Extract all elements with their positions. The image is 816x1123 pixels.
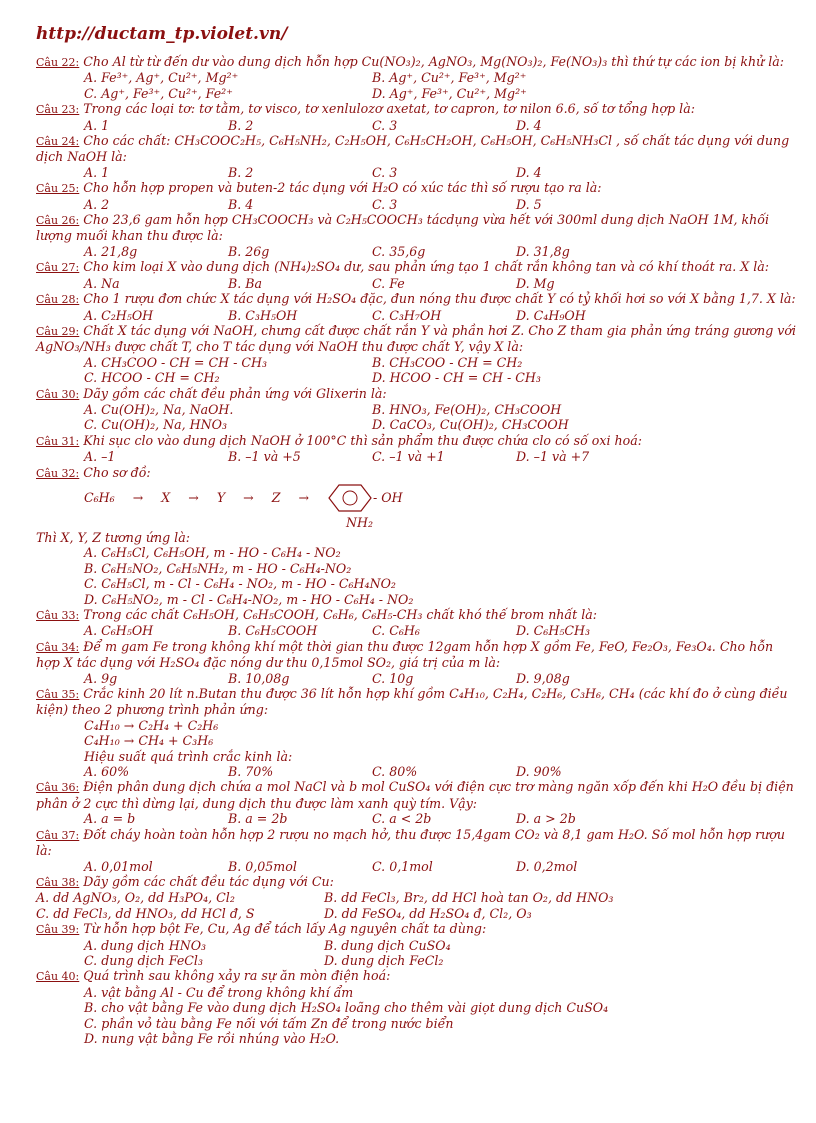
option-b: B. C₃H₅OH xyxy=(228,307,298,323)
option-a: A. 0,01mol xyxy=(84,858,153,874)
source-url[interactable]: http://ductam_tp.violet.vn/ xyxy=(36,24,288,44)
option-d: D. dd FeSO₄, dd H₂SO₄ đ, Cl₂, O₃ xyxy=(324,905,532,921)
arrow-icon: → xyxy=(188,490,199,506)
options xyxy=(36,402,796,433)
option-c: C. 3 xyxy=(372,117,398,133)
question-text: Cho Al từ từ đến dư vào dung dịch hỗn hợp Cu(NO₃)₂, AgNO₃, Mg(NO₃)₂, Fe(NO₃)₃ thì thứ tự các ion bị khử là: xyxy=(83,54,784,69)
option-b: B. cho vật bằng Fe vào dung dịch H₂SO₄ loãng cho thêm vài giọt dung dịch CuSO₄ xyxy=(84,1000,609,1016)
question-22 xyxy=(36,54,796,70)
option-b: B. C₆H₅NO₂, C₆H₅NH₂, m - HO - C₆H₄-NO₂ xyxy=(84,560,352,576)
option-c: C. C₆H₆ xyxy=(372,623,420,639)
exam-page xyxy=(36,24,796,1046)
question-text: Điện phân dung dịch chứa a mol NaCl và b mol CuSO₄ với điện cực trơ màng ngăn xốp đến khi H₂O đều bị điện phân ở 2 cực thì dừng lại, dung dịch thu được làm xanh quỳ tím. Vậy: xyxy=(36,779,794,811)
question-33 xyxy=(36,607,796,623)
question-text: Dãy gồm các chất đều tác dụng với Cu: xyxy=(83,873,334,889)
question-number: Câu 25: xyxy=(36,182,80,196)
question-number: Câu 23: xyxy=(36,103,80,117)
option-a: A. Fe³⁺, Ag⁺, Cu²⁺, Mg²⁺ xyxy=(84,70,239,86)
question-number: Câu 34: xyxy=(36,640,80,654)
question-28 xyxy=(36,291,796,307)
option-b: B. dd FeCl₃, Br₂, dd HCl hoà tan O₂, dd HNO₃ xyxy=(324,890,614,906)
question-number: Câu 31: xyxy=(36,434,80,448)
question-number: Câu 35: xyxy=(36,688,80,702)
option-d: D. a > 2b xyxy=(516,811,576,827)
option-c: C. Cu(OH)₂, Na, HNO₃ xyxy=(84,417,228,433)
options xyxy=(36,308,796,323)
options xyxy=(36,938,796,969)
option-b: B. 26g xyxy=(228,243,270,259)
question-number: Câu 27: xyxy=(36,261,80,275)
option-a: A. C₆H₅OH xyxy=(84,623,154,639)
scheme-x: X xyxy=(161,490,171,506)
question-text: Trong các chất C₆H₅OH, C₆H₅COOH, C₆H₆, C₆H₅-CH₃ chất khó thế brom nhất là: xyxy=(83,607,597,622)
option-a: A. –1 xyxy=(84,449,116,465)
question-number: Câu 26: xyxy=(36,214,80,228)
options xyxy=(36,764,796,779)
question-text: Quá trình sau không xảy ra sự ăn mòn điện hoá: xyxy=(83,968,391,984)
question-29 xyxy=(36,323,796,355)
equation-2: C₄H₁₀ → CH₄ + C₃H₆ xyxy=(84,733,214,749)
options xyxy=(36,890,796,921)
option-b: B. 10,08g xyxy=(228,670,290,686)
option-d: D. C₆H₅CH₃ xyxy=(516,623,591,639)
option-b: B. dung dịch CuSO₄ xyxy=(324,937,451,953)
option-c: C. Fe xyxy=(372,275,405,291)
option-c: C. 3 xyxy=(372,164,398,180)
question-number: Câu 28: xyxy=(36,293,80,307)
option-d: D. 90% xyxy=(516,764,562,780)
options xyxy=(36,244,796,259)
option-d: D. HCOO - CH = CH - CH₃ xyxy=(372,370,541,386)
question-number: Câu 32: xyxy=(36,466,80,480)
arrow-icon: → xyxy=(132,490,144,506)
option-c: C. C₆H₅Cl, m - Cl - C₆H₄ - NO₂, m - HO - C₆H₄NO₂ xyxy=(84,576,396,592)
option-c: C. –1 và +1 xyxy=(372,449,445,465)
question-39 xyxy=(36,921,796,937)
question-38 xyxy=(36,874,796,890)
question-25 xyxy=(36,180,796,196)
option-b: B. Ag⁺, Cu²⁺, Fe³⁺, Mg²⁺ xyxy=(372,70,527,86)
question-text: Crắc kinh 20 lít n.Butan thu được 36 lít hỗn hợp khí gồm C₄H₁₀, C₂H₄, C₂H₆, C₃H₆, CH₄ (các khí đo ở cùng điều kiện) theo 2 phương trình phản ứng: xyxy=(36,686,788,718)
question-32-ask: Thì X, Y, Z tương ứng là: xyxy=(36,529,190,545)
option-c: C. 0,1mol xyxy=(372,858,433,874)
option-a: A. Na xyxy=(84,275,120,291)
options xyxy=(36,985,796,1047)
option-a: A. C₆H₅Cl, C₆H₅OH, m - HO - C₆H₄ - NO₂ xyxy=(84,545,341,561)
option-b: B. 2 xyxy=(228,117,254,133)
question-37 xyxy=(36,827,796,859)
options xyxy=(36,118,796,133)
option-a: A. 21,8g xyxy=(84,243,138,259)
option-c: C. 3 xyxy=(372,196,398,212)
option-d: D. CaCO₃, Cu(OH)₂, CH₃COOH xyxy=(372,417,569,433)
question-number: Câu 22: xyxy=(36,56,80,69)
question-number: Câu 24: xyxy=(36,135,80,149)
option-a: A. vật bằng Al - Cu để trong không khí ẩm xyxy=(84,984,354,1000)
question-number: Câu 36: xyxy=(36,781,80,795)
question-31 xyxy=(36,433,796,449)
reaction-scheme xyxy=(36,481,796,515)
options xyxy=(36,623,796,638)
option-a: A. 1 xyxy=(84,117,110,133)
option-a: A. 2 xyxy=(84,196,110,212)
option-d: D. C₄H₉OH xyxy=(516,307,586,323)
option-a: A. a = b xyxy=(84,811,136,827)
question-35-ask: Hiệu suất quá trình crắc kinh là: xyxy=(84,748,293,764)
question-number: Câu 39: xyxy=(36,923,80,937)
option-d: D. Ag⁺, Fe³⁺, Cu²⁺, Mg²⁺ xyxy=(372,85,527,101)
question-34 xyxy=(36,639,796,671)
option-a: A. Cu(OH)₂, Na, NaOH. xyxy=(84,401,234,417)
question-number: Câu 37: xyxy=(36,828,80,842)
option-b: B. 70% xyxy=(228,764,274,780)
option-c: C. 80% xyxy=(372,764,418,780)
option-b: B. 0,05mol xyxy=(228,858,297,874)
option-c: C. phần vỏ tàu bằng Fe nối với tấm Zn để trong nước biển xyxy=(84,1015,454,1031)
options xyxy=(36,276,796,291)
scheme-start: C₆H₆ xyxy=(84,490,115,506)
question-32 xyxy=(36,465,796,481)
option-c: C. C₃H₇OH xyxy=(372,307,442,323)
option-c: C. 35,6g xyxy=(372,243,426,259)
option-c: C. Ag⁺, Fe³⁺, Cu²⁺, Fe²⁺ xyxy=(84,85,233,101)
options xyxy=(36,165,796,180)
option-a: A. C₂H₅OH xyxy=(84,307,154,323)
options xyxy=(36,811,796,826)
option-c: C. a < 2b xyxy=(372,811,432,827)
question-36 xyxy=(36,779,796,811)
option-a: A. 1 xyxy=(84,164,110,180)
question-text: Khi sục clo vào dung dịch NaOH ở 100°C thì sản phẩm thu được chứa clo có số oxi hoá: xyxy=(83,432,642,448)
question-text: Để m gam Fe trong không khí một thời gian thu được 12gam hỗn hợp X gồm Fe, FeO, Fe₂O₃, Fe₃O₄. Cho hỗn hợp X tác dụng với H₂SO₄ đặc nóng dư thu 0,15mol SO₂, giá trị của m là: xyxy=(36,638,774,671)
question-30 xyxy=(36,386,796,402)
scheme-y: Y xyxy=(216,490,226,506)
option-c: C. dung dịch FeCl₃ xyxy=(84,952,204,968)
question-text: Cho 1 rượu đơn chức X tác dụng với H₂SO₄ đặc, đun nóng thu được chất Y có tỷ khối hơi so với X bằng 1,7. X là: xyxy=(83,291,796,307)
option-c: C. dd FeCl₃, dd HNO₃, dd HCl đ, S xyxy=(36,905,255,921)
option-d: D. 0,2mol xyxy=(516,858,578,874)
question-text: Cho các chất: CH₃COOC₂H₅, C₆H₅NH₂, C₂H₅OH, C₆H₅CH₂OH, C₆H₅OH, C₆H₅NH₃Cl , số chất tác dụng với dung dịch NaOH là: xyxy=(36,133,790,165)
equation-1: C₄H₁₀ → C₂H₄ + C₂H₆ xyxy=(84,717,219,733)
options xyxy=(36,70,796,101)
question-40 xyxy=(36,968,796,984)
option-b: B. 2 xyxy=(228,164,254,180)
option-a: A. 60% xyxy=(84,764,130,780)
question-text: Cho sơ đồ: xyxy=(83,464,151,480)
option-a: A. 9g xyxy=(84,670,118,686)
options xyxy=(36,859,796,874)
question-number: Câu 40: xyxy=(36,970,80,984)
option-b: B. a = 2b xyxy=(228,811,288,827)
option-b: B. –1 và +5 xyxy=(228,449,301,465)
option-c: C. 10g xyxy=(372,670,414,686)
question-text: Cho 23,6 gam hỗn hợp CH₃COOCH₃ và C₂H₅COOCH₃ tácdụng vừa hết với 300ml dung dịch NaOH 1M, khối lượng muối khan thu được là: xyxy=(36,212,769,244)
option-d: D. 4 xyxy=(516,164,542,180)
question-text: Dãy gồm các chất đều phản ứng với Glixerin là: xyxy=(83,385,387,401)
option-d: D. 4 xyxy=(516,117,542,133)
option-a: A. dd AgNO₃, O₂, dd H₃PO₄, Cl₂ xyxy=(36,890,235,906)
question-23 xyxy=(36,101,796,117)
options xyxy=(36,355,796,386)
arrow-icon: → xyxy=(243,490,254,506)
option-d: D. Mg xyxy=(516,275,555,291)
scheme-tail: - OH xyxy=(373,490,403,506)
question-number: Câu 30: xyxy=(36,387,80,401)
question-27 xyxy=(36,259,796,275)
question-number: Câu 29: xyxy=(36,324,80,338)
question-text: Đốt cháy hoàn toàn hỗn hợp 2 rượu no mạch hở, thu được 15,4gam CO₂ và 8,1 gam H₂O. Số mol hỗn hợp rượu là: xyxy=(36,826,785,859)
option-d: D. 9,08g xyxy=(516,670,570,686)
question-number: Câu 33: xyxy=(36,609,80,622)
option-b: B. HNO₃, Fe(OH)₂, CH₃COOH xyxy=(372,401,562,417)
option-d: D. 31,8g xyxy=(516,243,570,259)
question-35 xyxy=(36,686,796,718)
options xyxy=(36,197,796,212)
question-text: Cho hỗn hợp propen và buten-2 tác dụng với H₂O có xúc tác thì số rượu tạo ra là: xyxy=(83,180,602,196)
option-d: D. nung vật bằng Fe rồi nhúng vào H₂O. xyxy=(84,1030,340,1046)
option-b: B. Ba xyxy=(228,275,263,291)
option-d: D. C₆H₅NO₂, m - Cl - C₆H₄-NO₂, m - HO - C₆H₄ - NO₂ xyxy=(84,591,414,607)
option-b: B. CH₃COO - CH = CH₂ xyxy=(372,354,523,370)
option-b: B. 4 xyxy=(228,196,254,212)
question-text: Trong các loại tơ: tơ tằm, tơ visco, tơ xenlulozơ axetat, tơ capron, tơ nilon 6.6, số tơ tổng hợp là: xyxy=(83,101,695,117)
option-d: D. 5 xyxy=(516,196,542,212)
arrow-icon: → xyxy=(298,490,310,506)
options xyxy=(36,671,796,686)
options xyxy=(36,449,796,464)
question-26 xyxy=(36,212,796,244)
option-b: B. C₆H₅COOH xyxy=(228,623,318,639)
option-a: A. dung dịch HNO₃ xyxy=(84,937,207,953)
option-c: C. HCOO - CH = CH₂ xyxy=(84,370,220,386)
ring-substituent: NH₂ xyxy=(346,514,374,530)
question-24 xyxy=(36,133,796,165)
scheme-z: Z xyxy=(271,490,281,506)
question-text: Cho kim loại X vào dung dịch (NH₄)₂SO₄ dư, sau phản ứng tạo 1 chất rắn không tan và có khí thoát ra. X là: xyxy=(83,259,769,275)
option-a: A. CH₃COO - CH = CH - CH₃ xyxy=(84,354,268,370)
option-d: D. –1 và +7 xyxy=(516,449,590,465)
question-text: Chất X tác dụng với NaOH, chưng cất được chất rắn Y và phần hơi Z. Cho Z tham gia phản ứng tráng gương với AgNO₃/NH₃ được chất T, cho T tác dụng với NaOH thu được chất Y, vậy X là: xyxy=(36,322,797,355)
options xyxy=(36,545,796,607)
option-d: D. dung dịch FeCl₂ xyxy=(324,952,444,968)
benzene-ring-icon xyxy=(327,483,373,513)
question-text: Từ hỗn hợp bột Fe, Cu, Ag để tách lấy Ag nguyên chất ta dùng: xyxy=(83,921,487,937)
question-number: Câu 38: xyxy=(36,875,80,889)
